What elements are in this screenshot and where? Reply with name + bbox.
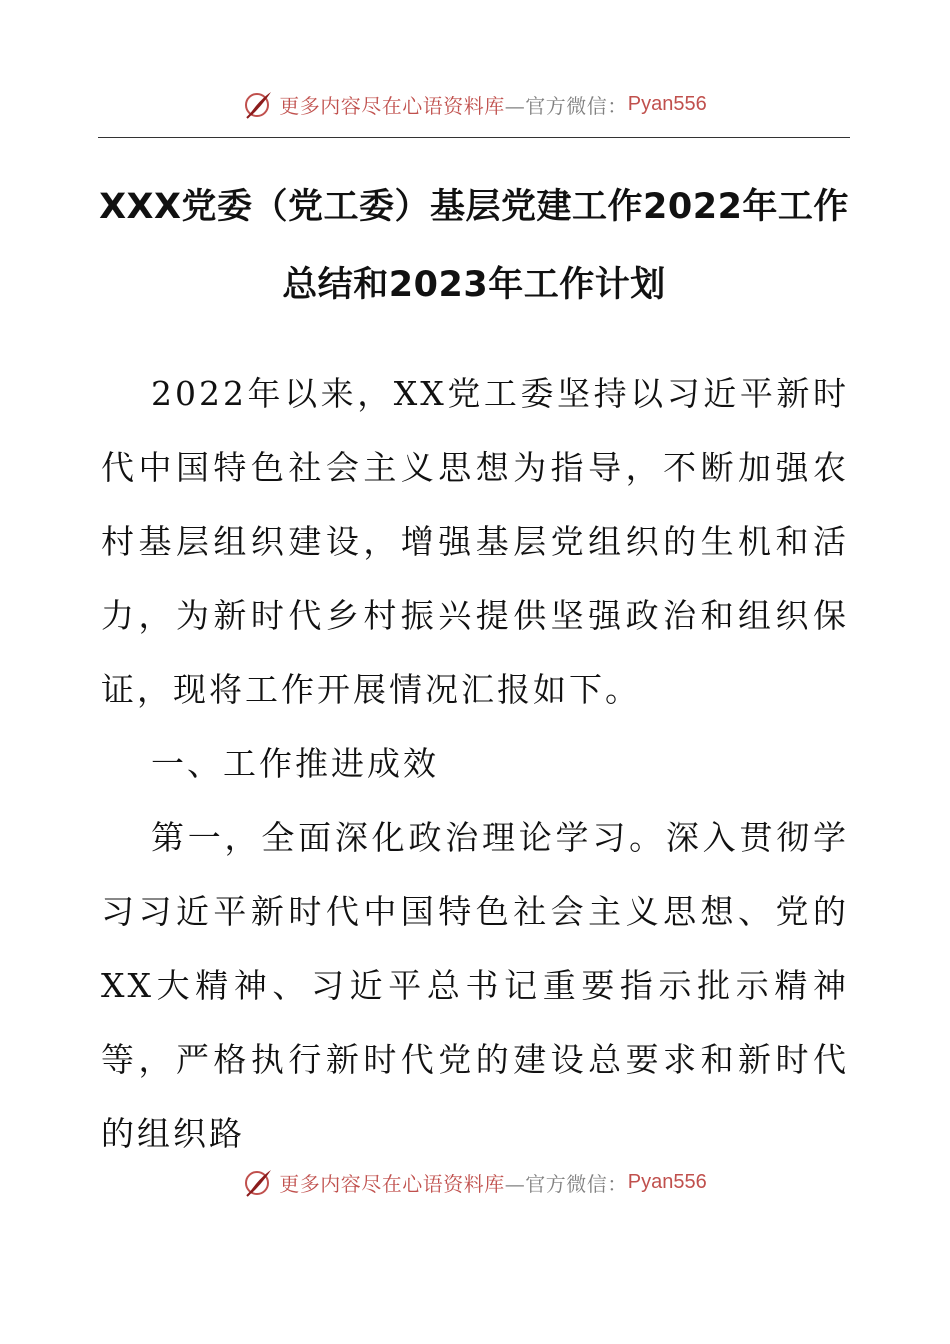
quill-pen-logo-icon xyxy=(243,1167,273,1197)
banner-site-name: 更多内容尽在心语资料库 xyxy=(279,1171,505,1196)
document-body xyxy=(101,357,849,1171)
body-paragraph: 第一，全面深化政治理论学习。深入贯彻学习习近平新时代中国特色社会主义思想、党的XX大精神、习近平总书记重要指示批示精神等，严格执行新时代党的建设总要求和新时代的组织路 xyxy=(101,818,849,1153)
banner-wechat-id: Pyan556 xyxy=(627,1170,707,1193)
header-banner xyxy=(0,82,950,126)
banner-wechat-label: —官方微信： xyxy=(504,1171,628,1196)
banner-wechat-id: Pyan556 xyxy=(627,92,707,115)
banner-site-name: 更多内容尽在心语资料库 xyxy=(279,93,505,118)
document-title: XXX党委（党工委）基层党建工作2022年工作总结和2023年工作计划 xyxy=(99,187,849,305)
intro-paragraph: 2022年以来，XX党工委坚持以习近平新时代中国特色社会主义思想为指导，不断加强农村基层组织建设，增强基层党组织的生机和活力，为新时代乡村振兴提供坚强政治和组织保证，现将工作开展情况汇报如下。 xyxy=(101,374,849,709)
section-heading: 一、工作推进成效 xyxy=(151,744,439,783)
footer-banner xyxy=(0,1160,950,1204)
header-divider xyxy=(98,137,850,138)
banner-wechat-label: —官方微信： xyxy=(504,93,628,118)
quill-pen-logo-icon xyxy=(243,89,273,119)
